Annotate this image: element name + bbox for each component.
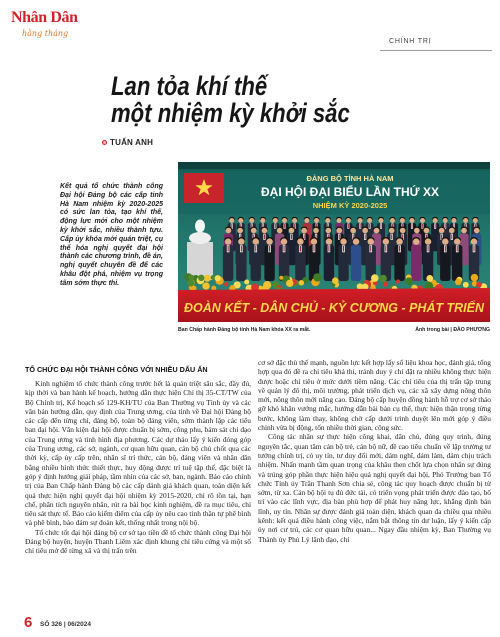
photo-credit: Ảnh trong bài | ĐÀO PHƯƠNG [415,327,490,333]
photo-ceiling [178,162,490,169]
section-subheading: TỔ CHỨC ĐẠI HỘI THÀNH CÔNG VỚI NHIỀU DẤU ẤN [25,365,208,374]
photo-caption-row [178,327,490,333]
logo-tagline: hằng tháng [22,29,69,38]
photo-flower [426,275,433,282]
author-name: TUẤN ANH [110,138,154,147]
body-paragraph: cơ sở đặc thù thế mạnh, nguồn lực kết hợp lấy số liệu khoa học, đánh giá, tổng hợp qua đó đề ra chỉ tiêu khả thi, tránh duy ý chí đặt ra nhiều không thực hiện được hoặc chỉ tiêu ở mức dưới tiềm năng. Các chỉ tiêu của thị trấn tập trung về quản lý đô thị, môi trường, phát triển dịch vụ, các xã xây dựng nông thôn mới, nông thôn mới nâng cao. Đảng bộ cấp huyện đồng hành hỗ trợ cơ sở tháo gỡ khó khăn vướng mắc, hướng dẫn bài bản cụ thể, thực hiện thận trọng từng bước, không làm thay, không chờ cấp dưới trình duyệt lên mới góp ý điều chỉnh vừa bị động, tốn nhiều thời gian, công sức. [258,358,491,433]
lead-photo [178,162,490,322]
page-number: 6 [24,614,33,631]
photo-flower [455,279,462,286]
photo-flower [244,279,249,284]
body-column-left [25,379,251,609]
photo-flower [471,274,479,282]
title-line-2: một nhiệm kỳ khởi sắc [111,98,350,128]
body-column-right [258,358,491,608]
banner-org: ĐẢNG BỘ TỈNH HÀ NAM [306,174,394,183]
photo-flower [279,276,283,280]
body-paragraph: Kinh nghiệm tổ chức thành công trước hết là quán triệt sâu sắc, đầy đủ, kịp thời và ban hành kế hoạch, hướng dẫn thực hiện Chỉ thị 35-CT/TW của Bộ Chính trị, Kế hoạch số 129-KH/TU của Ban Thường vụ Tỉnh ủy và các văn bản hướng dẫn, quy định của Trung ương, của tỉnh về Đại hội Đảng bộ các cấp đến từng chi, đảng bộ, toàn bộ đảng viên, sớm thành lập các tiểu ban đại hội. Văn kiện đại hội được chuẩn bị sớm, công phu, bám sát chỉ đạo của Trung ương và tình hình địa phương. Các dự thảo lấy ý kiến đóng góp của Trung ương, các sở, ngành, cơ quan hữu quan, cán bộ chủ chốt qua các thời kỳ, cấp ủy cấp trên, nhân sĩ trí thức, cán bộ, đảng viên và nhân dân bằng nhiều hình thức thiết thực, huy động được trí tuệ tập thể, đặc biệt là góp ý định hướng giải pháp, tầm nhìn của các sở, ban, ngành. Báo cáo chính trị của Ban Chấp hành Đảng bộ các cấp đánh giá khách quan, toàn diện kết quả thực hiện nghị quyết đại hội nhiệm kỳ 2015-2020, chỉ rõ tồn tại, hạn chế, phân tích nguyên nhân, rút ra bài học kinh nghiệm, đề ra mục tiêu, chỉ tiêu sát thực tế. Báo cáo kiểm điểm của cấp ủy nêu cao tinh thần tự phê bình và phê bình, bảo đảm sự đoàn kết, thống nhất trong nội bộ. [25,379,251,528]
author-byline [102,138,153,147]
photo-flower [204,275,211,282]
title-line-1: Lan tỏa khí thế [111,71,268,101]
photo-flower [332,277,339,284]
logo-wordmark: Nhân Dân [11,9,78,26]
issue-info: SỐ 326 | 06/2024 [40,621,91,628]
photo-flower [371,274,379,282]
banner-title: ĐẠI HỘI ĐẠI BIỂU LẦN THỨ XX [261,185,439,199]
photo-flower [463,282,469,288]
author-bullet-icon [102,140,107,145]
lead-photo-image [178,162,490,322]
body-paragraph: Công tác nhân sự thực hiện công khai, dân chủ, đúng quy trình, đúng nguyên tắc, quan tâm cán bộ trẻ, cán bộ nữ, đề cao tiêu chuẩn về lập trường tư tưởng chính trị, có uy tín, tư duy đổi mới, dám nghĩ, dám làm, dám chịu trách nhiệm. Nhấn mạnh tầm quan trọng của khâu then chốt lựa chọn nhân sự đúng và trúng góp phần thực hiện hiệu quả nghị quyết đại hội, Phó Trưởng ban Tổ chức Tỉnh ủy Trần Thanh Sơn chia sẻ, công tác quy hoạch được chuẩn bị từ sớm, từ xa. Cán bộ hội tụ đủ đức tài, có triển vọng phát triển được đào tạo, bố trí vào các lĩnh vực, địa bàn phù hợp để phát huy năng lực, khẳng định bản lĩnh, uy tín. Nhân sự được đánh giá toàn diện, khách quan đa chiều qua nhiều kênh: kết quả điều hành công việc, nắm bắt thông tin dư luận, lấy ý kiến cấp ủy nơi cư trú, các cơ quan hữu quan... Ngay đầu nhiệm kỳ, Ban Thường vụ Thành ủy Phủ Lý lãnh đạo, chỉ [258,432,491,544]
photo-flower [286,280,293,287]
photo-flower [379,275,387,283]
article-lead: Kết quả tổ chức thành công Đại hội Đảng bộ các cấp tỉnh Hà Nam nhiệm kỳ 2020-2025 có sức lan tỏa, tạo khí thế, động lực mới cho một nhiệm kỳ khởi sắc, nhiều thành tựu. Cấp ủy khóa mới quán triệt, cụ thể hóa nghị quyết đại hội thành các chương trình, đề án, nghị quyết chuyên đề để các khâu đột phá, nhiệm vụ trọng tâm sớm thực thi. [60,183,163,287]
article-title [111,73,402,127]
photo-flower [476,282,482,288]
photo-flower [313,273,321,281]
banner-term: NHIỆM KỲ 2020-2025 [312,201,388,210]
photo-flower [215,275,221,281]
party-flag [184,173,224,203]
photo-flower [202,282,209,289]
photo-flower [405,277,413,285]
photo-flower [396,279,400,283]
photo-flower [224,282,228,286]
section-rule [380,50,492,51]
stage-slogan: ĐOÀN KẾT - DÂN CHỦ - KỶ CƯƠNG - PHÁT TRIỂN [184,300,485,315]
photo-flower [383,282,388,287]
photo-flower [198,275,204,281]
photo-flower [299,280,304,285]
photo-flower [187,279,194,286]
section-label: CHÍNH TRỊ [389,38,432,45]
body-paragraph: Tổ chức tốt đại hội đảng bộ cơ sở tạo tiền đề tổ chức thành công Đại hội Đảng bộ huyện, huyện Thanh Liêm xác định khung chỉ tiêu cứng và một số chỉ tiêu mở để từng xã và thị trấn trên [25,527,251,556]
photo-caption: Ban Chấp hành Đảng bộ tỉnh Hà Nam khóa XX ra mắt. [178,327,311,333]
photo-flower [188,274,194,280]
